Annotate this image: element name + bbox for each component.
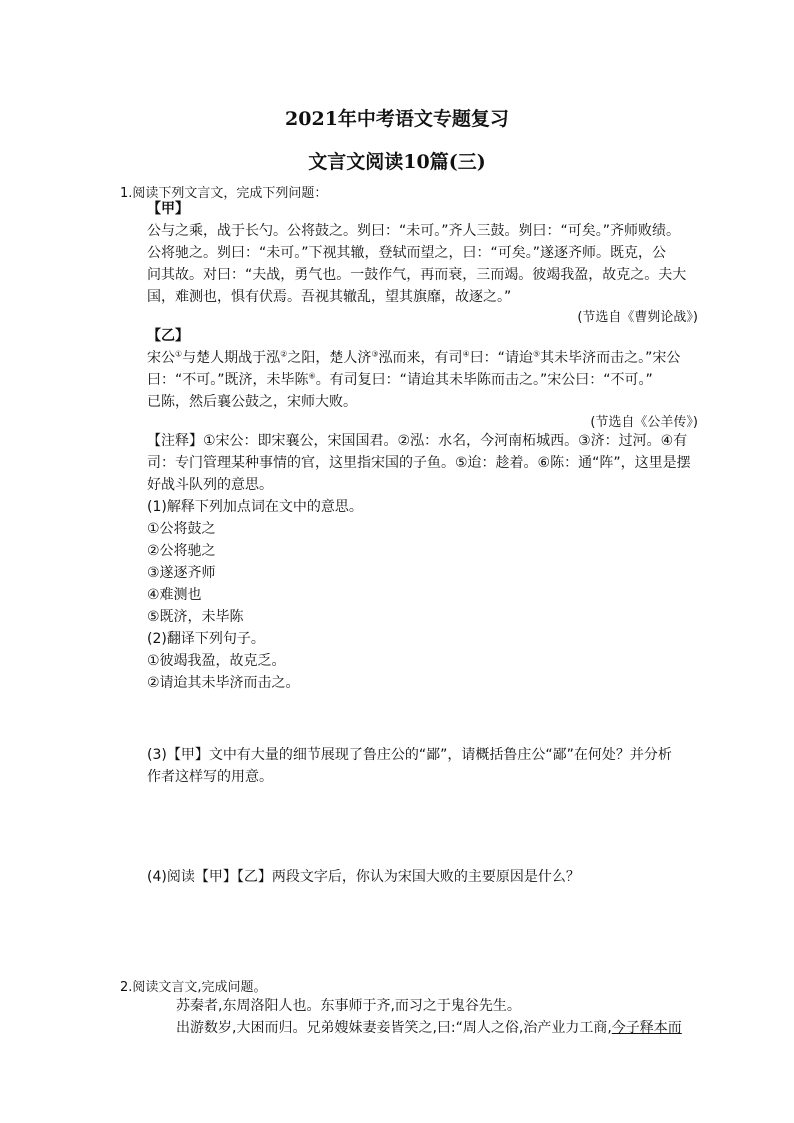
- notes-line: 好战斗队列的意思。: [147, 477, 273, 493]
- passage-yi-line: 曰：“不可。”既济，未毕陈⑥。有司复曰：“请迨其未毕陈而击之。”宋公曰：“不可。”: [147, 371, 653, 388]
- question-1-prompt: 1.阅读下列文言文，完成下列问题：: [120, 186, 328, 201]
- passage-jia-source: (节选自《曹刿论战》): [577, 310, 698, 325]
- subquestion-2-item: ①彼竭我盈，故克乏。: [147, 653, 286, 669]
- subquestion-4: (4)阅读【甲】【乙】两段文字后，你认为宋国大败的主要原因是什么？: [147, 869, 580, 885]
- page-title: 2021年中考语文专题复习: [285, 108, 509, 130]
- notes-line: 【注释】①宋公：即宋襄公，宋国国君。②泓：水名，今河南柘城西。③济：过河。④有: [147, 433, 688, 449]
- subquestion-1-item: ②公将驰之: [147, 543, 216, 559]
- passage-yi-line: 宋公①与楚人期战于泓②之阳，楚人济③泓而来，有司④曰：“请迨⑤其未毕济而击之。”宋公: [147, 349, 681, 366]
- subquestion-3-line: 作者这样写的用意。: [147, 769, 273, 785]
- passage-2-line: 出游数岁,大困而归。兄弟嫂妹妻妾皆笑之,曰:“周人之俗,治产业力工商,今子释本而: [176, 1020, 682, 1036]
- passage-jia-label: 【甲】: [147, 201, 189, 217]
- subquestion-1: (1)解释下列加点词在文中的意思。: [147, 499, 363, 515]
- passage-yi-label: 【乙】: [147, 328, 189, 344]
- passage-jia-line: 公与之乘，战于长勺。公将鼓之。刿曰：“未可。”齐人三鼓。刿曰：“可矣。”齐师败绩。: [147, 223, 681, 239]
- subquestion-1-item: ①公将鼓之: [147, 521, 216, 537]
- passage-2-line: 苏秦者,东周洛阳人也。东事师于齐,而习之于鬼谷先生。: [176, 998, 521, 1014]
- passage-jia-line: 国，难测也，惧有伏焉。吾视其辙乱，望其旗靡，故逐之。”: [147, 289, 512, 305]
- subquestion-3-line: (3)【甲】文中有大量的细节展现了鲁庄公的“鄙”，请概括鲁庄公“鄙”在何处？并分析: [147, 747, 672, 763]
- passage-jia-line: 公将驰之。刿曰：“未可。”下视其辙，登轼而望之，曰：“可矣。”遂逐齐师。既克，公: [147, 245, 667, 261]
- notes-line: 司：专门管理某种事情的官，这里指宋国的子鱼。⑤迨：趁着。⑥陈：通“阵”，这里是摆: [147, 455, 691, 471]
- subquestion-2: (2)翻译下列句子。: [147, 631, 265, 647]
- passage-yi-source: (节选自《公羊传》): [590, 415, 698, 430]
- subquestion-1-item: ③遂逐齐师: [147, 565, 216, 581]
- subquestion-1-item: ④难测也: [147, 587, 202, 603]
- passage-jia-line: 问其故。对曰：“夫战，勇气也。一鼓作气，再而衰，三而竭。彼竭我盈，故克之。夫大: [147, 267, 687, 283]
- underlined-phrase: 今子释本而: [611, 1020, 682, 1036]
- subquestion-1-item: ⑤既济，未毕陈: [147, 609, 244, 625]
- page-subtitle: 文言文阅读10篇(三): [308, 151, 486, 173]
- question-2-prompt: 2.阅读文言文,完成问题。: [120, 980, 267, 995]
- subquestion-2-item: ②请迨其未毕济而击之。: [147, 675, 300, 691]
- passage-yi-line: 已陈，然后襄公鼓之，宋师大败。: [147, 394, 357, 410]
